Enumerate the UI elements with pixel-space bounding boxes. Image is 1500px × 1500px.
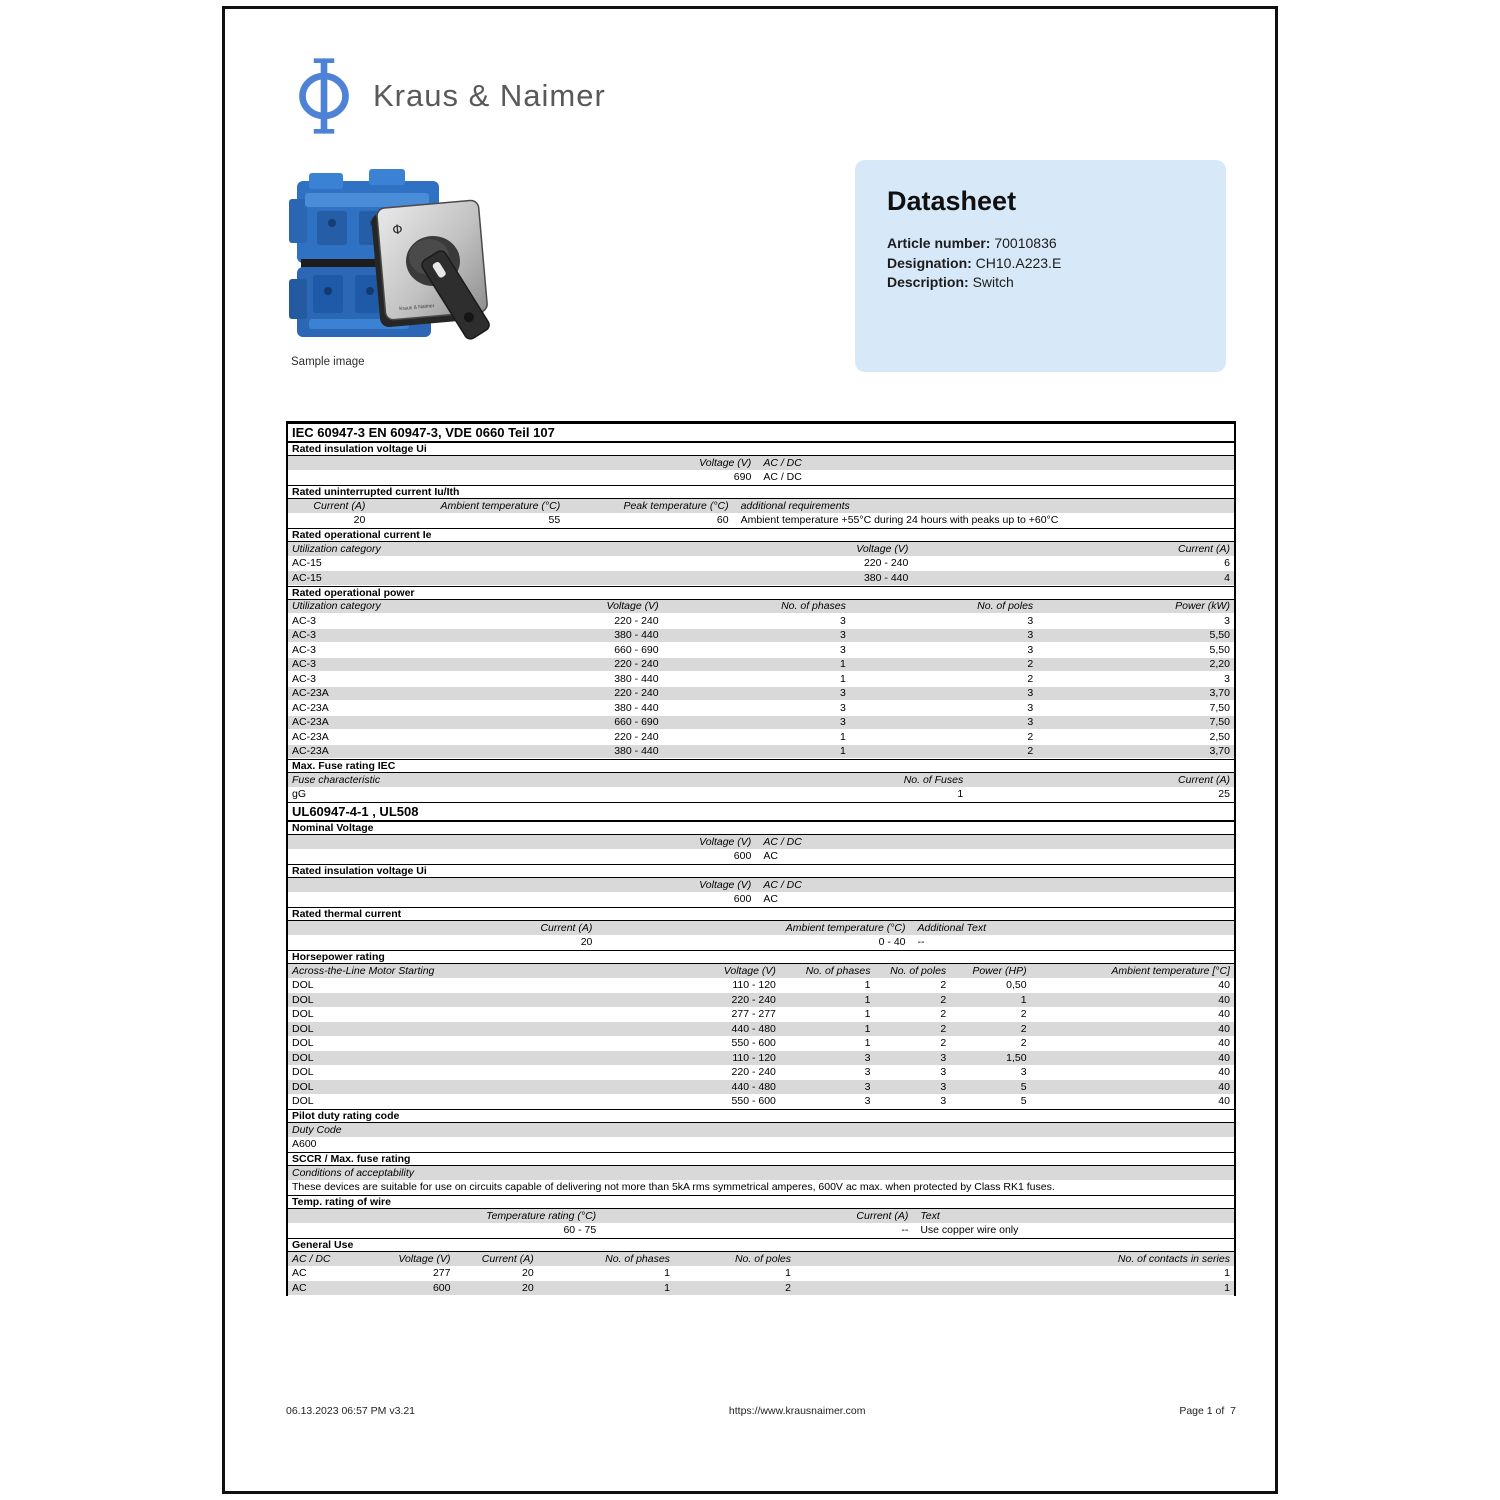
table-row [288,716,1234,731]
table-row [288,471,1234,486]
table-header-cell: Current (A) [313,499,366,512]
table-subsection-header: Max. Fuse rating IEC [288,759,1234,773]
table-header-cell: Fuse characteristic [292,773,381,786]
table-column-header-row [288,1209,1234,1224]
table-header-cell: Peak temperature (°C) [623,499,729,512]
table-section-header: UL60947-4-1 , UL508 [288,802,1234,821]
page-footer [286,1405,1236,1417]
table-cell: 1 [864,993,871,1006]
table-header-cell: Current (A) [481,1252,534,1265]
table-row [288,571,1234,586]
table-column-header-row [288,921,1234,936]
table-cell: gG [292,788,307,801]
designation-row [887,254,1194,274]
table-cell: 550 - 600 [731,1037,776,1050]
table-row [288,1066,1234,1081]
table-cell: 2 [940,1008,947,1021]
designation-label: Designation: [887,254,972,271]
table-cell: 220 - 240 [731,993,776,1006]
table-row [288,979,1234,994]
brand-header [291,53,606,139]
table-cell: 440 - 480 [731,1080,776,1093]
table-header-cell: Ambient temperature (°C) [440,499,561,512]
table-cell: 2 [1027,730,1034,743]
table-cell: 20 [353,514,366,527]
table-header-cell: AC / DC [763,456,802,469]
table-cell: DOL [292,993,314,1006]
table-cell: AC-23A [292,745,329,758]
table-cell: Use copper wire only [920,1224,1019,1237]
table-cell: 5 [1020,1080,1027,1093]
table-column-header-row [288,499,1234,514]
table-column-header-row [288,1123,1234,1138]
table-cell: 40 [1218,979,1230,992]
table-cell: 2 [1020,1008,1027,1021]
table-cell: 220 - 240 [614,658,659,671]
table-header-cell: Current (A) [1178,773,1230,786]
footer-url: https://www.krausnaimer.com [728,1405,866,1417]
table-cell: 1 [1224,1281,1230,1294]
table-cell: 277 [432,1267,451,1280]
table-cell: 110 - 120 [732,979,776,992]
table-row [288,893,1234,908]
table-cell: 3 [1224,672,1230,685]
table-cell: 3 [940,1080,947,1093]
table-cell: 40 [1218,993,1230,1006]
table-cell: 220 - 240 [614,614,659,627]
table-cell: 3 [864,1095,871,1108]
table-cell: 3 [1027,701,1034,714]
table-column-header-row [288,1166,1234,1181]
table-header-cell: Utilization category [292,600,381,613]
table-cell: 5,50 [1209,643,1230,656]
table-row [288,1037,1234,1052]
table-cell: 1 [1020,993,1027,1006]
table-cell: -- [901,1224,909,1237]
table-row [288,701,1234,716]
table-header-cell: No. of phases [781,600,846,613]
table-cell: AC-3 [292,614,316,627]
table-cell: 1 [664,1281,670,1294]
table-subsection-header: Horsepower rating [288,950,1234,964]
table-cell: 1 [864,1008,871,1021]
table-cell: 40 [1218,1080,1230,1093]
table-cell: 3 [840,614,846,627]
table-cell: 3 [864,1051,871,1064]
table-header-cell: AC / DC [292,1252,331,1265]
table-cell: These devices are suitable for use on circuits capable of delivering not more than 5kA rms symmetrical amperes, 600V ac max. when protected by Class RK1 fuses. [292,1181,1055,1194]
table-row [288,1051,1234,1066]
table-header-cell: Duty Code [292,1123,342,1136]
table-header-cell: Conditions of acceptability [292,1166,414,1179]
table-cell: AC-3 [292,658,316,671]
table-header-cell: Text [920,1209,940,1222]
table-cell: 2 [1020,1037,1027,1050]
table-cell: 3 [840,701,846,714]
table-column-header-row [288,456,1234,471]
table-cell: 40 [1218,1051,1230,1064]
table-cell: 690 [733,471,752,484]
table-header-cell: Ambient temperature (°C) [785,921,906,934]
table-header-cell: Current (A) [540,921,593,934]
table-cell: DOL [292,1051,314,1064]
table-cell: 2,20 [1209,658,1230,671]
table-row [288,1181,1234,1196]
infobox-title: Datasheet [887,186,1017,216]
table-row [288,629,1234,644]
table-cell: AC-3 [292,629,316,642]
table-header-cell: Power (HP) [972,964,1027,977]
table-cell: AC [763,850,778,863]
table-cell: AC-23A [292,701,329,714]
table-cell: 3 [840,643,846,656]
table-cell: 110 - 120 [732,1051,776,1064]
table-column-header-row [288,835,1234,850]
table-row [288,1224,1234,1239]
table-cell: 7,50 [1209,716,1230,729]
table-cell: AC-3 [292,672,316,685]
table-cell: 60 [716,514,729,527]
description-row [887,273,1194,293]
table-cell: 3 [940,1095,947,1108]
brand-name: Kraus & Naimer [373,78,606,113]
article-number-value: 70010836 [994,235,1057,251]
table-row [288,745,1234,760]
table-row [288,1008,1234,1023]
table-cell: 380 - 440 [614,745,659,758]
table-cell: 380 - 440 [863,571,909,584]
table-cell: AC-23A [292,730,329,743]
table-section-header: IEC 60947-3 EN 60947-3, VDE 0660 Teil 107 [288,423,1234,442]
table-row [288,514,1234,529]
table-cell: 550 - 600 [731,1095,776,1108]
table-header-cell: Current (A) [1178,542,1230,555]
table-cell: -- [917,936,925,949]
table-cell: 600 [733,893,752,906]
table-header-cell: Voltage (V) [699,456,752,469]
table-cell: 3 [864,1080,871,1093]
table-header-cell: Voltage (V) [606,600,659,613]
table-cell: DOL [292,1037,314,1050]
table-cell: A600 [292,1138,317,1151]
table-row [288,993,1234,1008]
table-row [288,1080,1234,1095]
article-number-label: Article number: [887,235,991,251]
table-cell: 1 [664,1267,670,1280]
table-header-cell: Voltage (V) [699,878,752,891]
table-header-cell: Voltage (V) [398,1252,451,1265]
table-header-cell: AC / DC [763,835,802,848]
table-header-cell: No. of poles [734,1252,792,1265]
table-row [288,557,1234,572]
svg-text:Kraus & Naimer: Kraus & Naimer [398,303,435,313]
document-page [222,6,1278,1494]
table-cell: AC [292,1267,307,1280]
table-cell: Ambient temperature +55°C during 24 hours with peaks up to +60°C [740,514,1059,527]
table-header-cell: Power (kW) [1175,600,1230,613]
table-subsection-header: SCCR / Max. fuse rating [288,1152,1234,1166]
table-cell: DOL [292,1080,314,1093]
table-cell: 2 [940,979,947,992]
description-label: Description: [887,274,969,290]
table-subsection-header: Rated insulation voltage Ui [288,864,1234,878]
table-cell: 2 [785,1281,792,1294]
table-cell: 600 [733,850,752,863]
table-cell: AC [292,1281,307,1294]
table-row [288,936,1234,951]
table-cell: 1 [957,788,964,801]
table-cell: DOL [292,1095,314,1108]
table-cell: 1 [864,979,871,992]
table-cell: 7,50 [1209,701,1230,714]
table-cell: 3 [1027,687,1034,700]
table-cell: 4 [1224,571,1230,584]
table-cell: 380 - 440 [614,629,659,642]
table-cell: 660 - 690 [614,716,659,729]
table-header-cell: No. of poles [977,600,1034,613]
table-cell: 220 - 240 [614,730,659,743]
table-column-header-row [288,878,1234,893]
table-subsection-header: Temp. rating of wire [288,1195,1234,1209]
table-row [288,687,1234,702]
table-cell: AC-15 [292,557,322,570]
table-cell: 3,70 [1209,687,1230,700]
table-cell: 3 [1027,614,1034,627]
table-cell: 0,50 [1006,979,1027,992]
table-row [288,643,1234,658]
table-cell: AC-3 [292,643,316,656]
table-cell: DOL [292,1066,314,1079]
brand-logo-phi-icon [291,53,357,139]
table-subsection-header: Rated uninterrupted current Iu/Ith [288,485,1234,499]
table-cell: 3 [1020,1066,1027,1079]
table-cell: 1 [840,672,846,685]
table-cell: 2 [1027,672,1034,685]
table-subsection-header: General Use [288,1238,1234,1252]
table-cell: 3 [840,629,846,642]
table-column-header-row [288,542,1234,557]
table-cell: 2 [940,993,947,1006]
table-row [288,788,1234,803]
table-column-header-row [288,1252,1234,1267]
table-cell: 2,50 [1209,730,1230,743]
table-header-cell: Current (A) [856,1209,909,1222]
table-cell: 3 [940,1051,947,1064]
datasheet-table [286,421,1236,1296]
table-cell: 3 [1027,629,1034,642]
table-cell: DOL [292,1022,314,1035]
table-header-cell: Voltage (V) [856,542,909,555]
table-cell: 600 [432,1281,451,1294]
table-cell: 3 [840,687,846,700]
table-cell: 2 [1027,658,1034,671]
svg-text:Φ: Φ [391,222,404,239]
sample-image-caption: Sample image [291,356,365,368]
table-cell: 380 - 440 [614,701,659,714]
table-cell: 0 - 40 [878,936,906,949]
table-header-cell: Ambient temperature [°C] [1111,964,1230,977]
table-cell: 2 [940,1037,947,1050]
table-cell: 1 [840,730,846,743]
designation-value: CH10.A223.E [975,254,1062,271]
datasheet-infobox [855,160,1226,372]
table-row [288,1022,1234,1037]
table-cell: 6 [1224,557,1230,570]
table-cell: 1 [1224,1267,1230,1280]
table-cell: 1,50 [1006,1051,1027,1064]
table-cell: 1 [840,658,846,671]
product-sample-image [283,159,495,351]
table-cell: 3 [1224,614,1230,627]
table-cell: 40 [1218,1037,1230,1050]
table-cell: 25 [1218,788,1230,801]
table-cell: 220 - 240 [614,687,659,700]
table-row [288,672,1234,687]
table-cell: 2 [940,1022,947,1035]
table-subsection-header: Rated operational power [288,586,1234,600]
table-cell: DOL [292,979,314,992]
table-header-cell: Additional Text [917,921,987,934]
table-header-cell: No. of phases [605,1252,670,1265]
table-row [288,1095,1234,1110]
table-cell: 60 - 75 [563,1224,597,1237]
table-cell: 3 [940,1066,947,1079]
table-header-cell: Across-the-Line Motor Starting [292,964,435,977]
table-row [288,1138,1234,1153]
table-cell: AC-15 [292,571,322,584]
table-row [288,730,1234,745]
table-header-cell: additional requirements [740,499,850,512]
table-row [288,658,1234,673]
table-header-cell: No. of contacts in series [1117,1252,1230,1265]
table-cell: 380 - 440 [614,672,659,685]
table-cell: 40 [1218,1095,1230,1108]
table-subsection-header: Nominal Voltage [288,821,1234,835]
table-cell: 40 [1218,1008,1230,1021]
article-number-row [887,234,1194,254]
table-cell: 2 [1020,1022,1027,1035]
table-cell: 20 [580,936,593,949]
table-cell: 220 - 240 [863,557,909,570]
table-cell: 20 [522,1281,534,1294]
table-cell: 3 [864,1066,871,1079]
table-cell: 55 [548,514,561,527]
table-cell: AC-23A [292,716,329,729]
table-cell: 1 [840,745,846,758]
table-cell: 1 [864,1037,871,1050]
table-cell: 1 [864,1022,871,1035]
table-cell: 2 [1027,745,1034,758]
table-cell: 5 [1020,1095,1027,1108]
table-cell: AC / DC [763,471,802,484]
footer-page-number: Page 1 of 7 [1179,1405,1236,1417]
infobox-fields [887,234,1194,293]
table-subsection-header: Rated thermal current [288,907,1234,921]
table-cell: 3 [840,716,846,729]
table-header-cell: Voltage (V) [723,964,776,977]
table-cell: 660 - 690 [614,643,659,656]
table-column-header-row [288,964,1234,979]
table-header-cell: Utilization category [292,542,381,555]
table-cell: DOL [292,1008,314,1021]
table-cell: AC-23A [292,687,329,700]
footer-date-version: 06.13.2023 06:57 PM v3.21 [286,1405,416,1417]
table-column-header-row [288,600,1234,615]
table-row [288,1281,1234,1296]
table-row [288,850,1234,865]
table-subsection-header: Pilot duty rating code [288,1109,1234,1123]
table-subsection-header: Rated operational current Ie [288,528,1234,542]
table-cell: 3 [1027,716,1034,729]
table-column-header-row [288,773,1234,788]
table-cell: 40 [1218,1066,1230,1079]
table-header-cell: Temperature rating (°C) [486,1209,597,1222]
table-header-cell: No. of poles [890,964,947,977]
table-header-cell: AC / DC [763,878,802,891]
table-cell: AC [763,893,778,906]
table-cell: 5,50 [1209,629,1230,642]
table-header-cell: No. of phases [805,964,871,977]
table-cell: 1 [785,1267,792,1280]
table-row [288,614,1234,629]
table-header-cell: Voltage (V) [699,835,752,848]
table-row [288,1267,1234,1282]
table-cell: 277 - 277 [731,1008,776,1021]
table-cell: 3,70 [1209,745,1230,758]
description-value: Switch [972,274,1014,290]
table-subsection-header: Rated insulation voltage Ui [288,442,1234,456]
table-header-cell: No. of Fuses [903,773,964,786]
table-cell: 20 [522,1267,534,1280]
table-cell: 440 - 480 [731,1022,776,1035]
table-cell: 40 [1218,1022,1230,1035]
table-cell: 3 [1027,643,1034,656]
table-cell: 220 - 240 [731,1066,776,1079]
